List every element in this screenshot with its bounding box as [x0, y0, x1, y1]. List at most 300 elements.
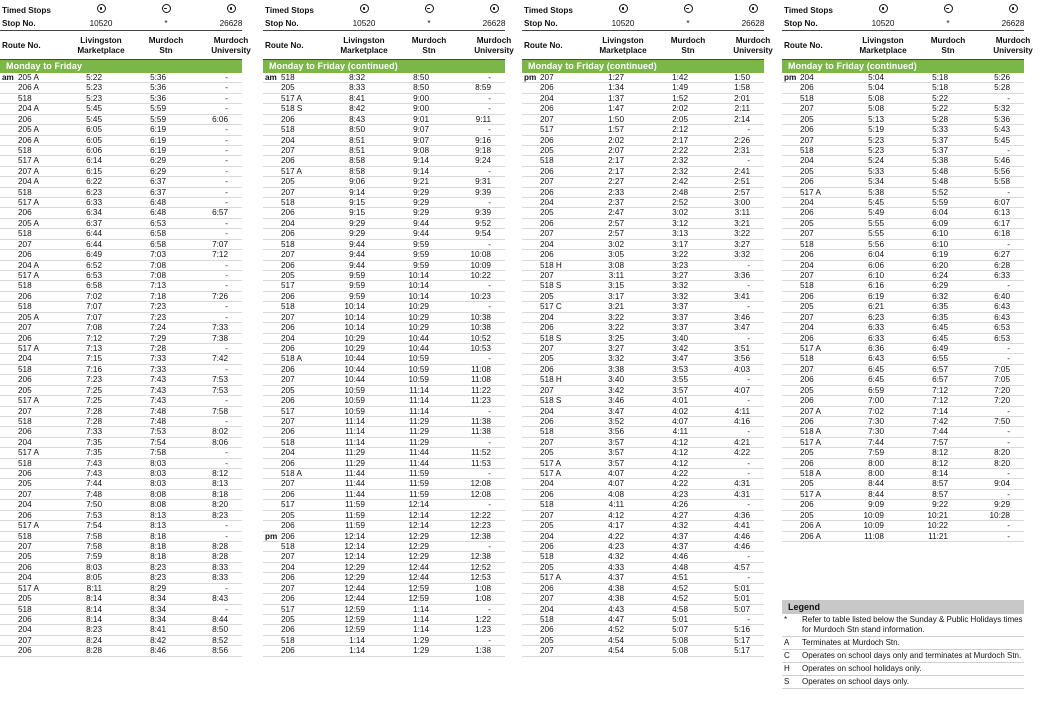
table-row	[263, 490, 505, 500]
table-row	[782, 323, 1024, 333]
table-row	[522, 302, 764, 312]
route-number: 207	[540, 271, 554, 281]
time-murdoch-stn: 8:34	[150, 594, 166, 604]
time-livingston: 8:44	[868, 479, 884, 489]
table-row	[522, 136, 764, 146]
time-murdoch-uni: 6:17	[994, 218, 1010, 228]
table-row	[522, 636, 764, 646]
time-murdoch-stn: 3:37	[672, 312, 688, 322]
time-livingston: 4:11	[608, 500, 624, 510]
time-murdoch-uni: 7:26	[212, 291, 228, 301]
time-livingston: 1:57	[608, 125, 624, 135]
time-murdoch-uni: 4:03	[734, 364, 750, 374]
route-number: 518 S	[281, 104, 303, 114]
route-number: 206	[281, 364, 295, 374]
time-murdoch-uni: 8:06	[212, 437, 228, 447]
time-murdoch-stn: 2:32	[672, 166, 688, 176]
time-murdoch-stn: 6:55	[932, 354, 948, 364]
route-number: 205	[800, 166, 814, 176]
time-murdoch-stn: 8:14	[932, 469, 948, 479]
time-murdoch-uni: 7:42	[212, 354, 228, 364]
time-murdoch-uni: 2:41	[734, 166, 750, 176]
time-murdoch-stn: 8:03	[150, 479, 166, 489]
table-row	[0, 448, 242, 458]
time-murdoch-uni: 10:22	[470, 271, 491, 281]
time-murdoch-stn: 3:40	[672, 333, 688, 343]
time-murdoch-stn: 9:01	[413, 114, 429, 124]
time-livingston: 4:37	[608, 573, 624, 583]
table-row	[782, 334, 1024, 344]
route-number: 204	[18, 354, 32, 364]
time-livingston: 7:30	[868, 427, 884, 437]
route-number: 517 A	[18, 448, 39, 458]
table-row	[263, 167, 505, 177]
time-livingston: 7:13	[86, 343, 102, 353]
table-row	[522, 490, 764, 500]
legend-key: S	[784, 677, 790, 686]
table-row	[0, 188, 242, 198]
legend-key: C	[784, 651, 790, 660]
time-murdoch-uni: 3:27	[734, 239, 750, 249]
route-number: 206	[18, 614, 32, 624]
route-number: 206	[18, 646, 32, 656]
table-row	[522, 313, 764, 323]
time-livingston: 8:03	[86, 562, 102, 572]
route-number: 207	[281, 552, 295, 562]
time-murdoch-uni: 8:20	[994, 448, 1010, 458]
timetable-panel	[782, 0, 1033, 542]
time-murdoch-uni: 4:31	[734, 479, 750, 489]
time-livingston: 6:06	[86, 145, 102, 155]
route-number: 205	[800, 302, 814, 312]
route-number: 204	[540, 93, 554, 103]
time-livingston: 5:33	[868, 166, 884, 176]
time-murdoch-stn: 1:29	[413, 646, 429, 656]
time-livingston: 8:50	[349, 125, 365, 135]
table-row	[263, 417, 505, 427]
time-murdoch-uni: -	[747, 573, 750, 583]
time-murdoch-stn: 6:24	[932, 271, 948, 281]
time-murdoch-stn: 6:04	[932, 208, 948, 218]
time-murdoch-stn: 4:51	[672, 573, 688, 583]
time-murdoch-stn: 4:32	[672, 521, 688, 531]
table-row	[522, 250, 764, 260]
time-murdoch-uni: 12:53	[470, 573, 491, 583]
time-murdoch-stn: 7:44	[932, 427, 948, 437]
time-murdoch-uni: 3:46	[734, 312, 750, 322]
time-murdoch-stn: 9:07	[413, 135, 429, 145]
period-label: am	[2, 73, 14, 82]
legend-title: Legend	[782, 600, 1024, 614]
time-murdoch-uni: -	[225, 458, 228, 468]
time-murdoch-uni: -	[225, 260, 228, 270]
time-livingston: 5:04	[868, 83, 884, 93]
time-murdoch-stn: 8:46	[150, 646, 166, 656]
time-murdoch-uni: 1:23	[475, 625, 491, 635]
table-row	[522, 625, 764, 635]
time-murdoch-uni: -	[1007, 145, 1010, 155]
time-murdoch-stn: 9:14	[413, 166, 429, 176]
table-row	[0, 459, 242, 469]
table-row	[263, 511, 505, 521]
time-murdoch-uni: 8:33	[212, 562, 228, 572]
stop-no-label: Stop No.	[2, 19, 36, 28]
table-row	[0, 167, 242, 177]
time-murdoch-uni: -	[488, 104, 491, 114]
time-murdoch-uni: 9:24	[475, 156, 491, 166]
table-row	[263, 115, 505, 125]
time-murdoch-stn: 5:08	[672, 635, 688, 645]
time-livingston: 3:08	[608, 260, 624, 270]
time-livingston: 6:22	[86, 177, 102, 187]
table-row	[263, 334, 505, 344]
time-murdoch-uni: -	[225, 177, 228, 187]
time-livingston: 10:44	[344, 354, 365, 364]
route-number: 518 S	[540, 333, 562, 343]
route-number: 518	[800, 93, 814, 103]
time-murdoch-stn: 5:48	[932, 166, 948, 176]
table-row	[522, 375, 764, 385]
time-livingston: 12:14	[344, 541, 365, 551]
stop-name: Livingston Marketplace	[859, 36, 907, 55]
stop-number: *	[946, 19, 950, 28]
route-number: 205	[281, 385, 295, 395]
time-livingston: 8:00	[868, 469, 884, 479]
table-row	[263, 500, 505, 510]
table-row	[0, 354, 242, 364]
stop-column-header	[917, 0, 979, 60]
time-murdoch-uni: 6:53	[994, 323, 1010, 333]
route-number: 206	[540, 104, 554, 114]
time-livingston: 6:44	[86, 229, 102, 239]
time-livingston: 7:25	[86, 385, 102, 395]
route-number: 517 A	[18, 396, 39, 406]
time-murdoch-stn: 5:18	[932, 83, 948, 93]
time-murdoch-stn: 12:59	[408, 583, 429, 593]
time-murdoch-stn: 8:50	[413, 73, 429, 82]
table-row	[782, 448, 1024, 458]
timetable-panel	[0, 0, 251, 657]
time-murdoch-stn: 1:42	[672, 73, 688, 82]
route-number: 205	[540, 208, 554, 218]
time-murdoch-stn: 6:09	[932, 218, 948, 228]
time-murdoch-uni: -	[1007, 437, 1010, 447]
table-row	[0, 532, 242, 542]
stop-name: Livingston Marketplace	[599, 36, 647, 55]
route-number: 205	[540, 291, 554, 301]
table-row	[0, 229, 242, 239]
time-livingston: 8:33	[349, 83, 365, 93]
time-murdoch-uni: 8:44	[212, 614, 228, 624]
time-livingston: 5:23	[868, 135, 884, 145]
time-murdoch-stn: 5:08	[672, 646, 688, 656]
table-row	[782, 365, 1024, 375]
time-murdoch-stn: 3:42	[672, 343, 688, 353]
time-murdoch-uni: -	[1007, 469, 1010, 479]
time-murdoch-uni: -	[225, 125, 228, 135]
time-murdoch-uni: 7:58	[212, 406, 228, 416]
route-number: 205	[281, 177, 295, 187]
time-livingston: 6:15	[86, 166, 102, 176]
time-murdoch-stn: 5:28	[932, 114, 948, 124]
time-murdoch-stn: 9:00	[413, 104, 429, 114]
route-number: 206	[540, 135, 554, 145]
time-murdoch-stn: 5:37	[932, 135, 948, 145]
route-number: 207	[800, 104, 814, 114]
table-row	[0, 511, 242, 521]
time-murdoch-stn: 6:58	[150, 239, 166, 249]
legend-key: H	[784, 664, 790, 673]
route-number: 206	[540, 250, 554, 260]
time-murdoch-uni: -	[747, 427, 750, 437]
table-row	[263, 156, 505, 166]
table-row	[522, 167, 764, 177]
time-murdoch-stn: 3:32	[672, 291, 688, 301]
route-number: 206	[540, 83, 554, 93]
time-livingston: 7:58	[86, 531, 102, 541]
route-number: 206	[540, 489, 554, 499]
stop-column-header	[982, 0, 1044, 60]
time-murdoch-stn: 3:57	[672, 385, 688, 395]
route-number: 204 A	[18, 260, 39, 270]
time-livingston: 6:05	[86, 135, 102, 145]
table-row	[0, 261, 242, 271]
time-murdoch-stn: 12:29	[408, 552, 429, 562]
time-murdoch-uni: 9:39	[475, 208, 491, 218]
time-murdoch-uni: 1:58	[734, 83, 750, 93]
time-livingston: 7:43	[86, 469, 102, 479]
time-murdoch-stn: 5:07	[672, 625, 688, 635]
time-murdoch-uni: 10:38	[470, 312, 491, 322]
table-row	[522, 552, 764, 562]
time-murdoch-uni: 7:07	[212, 239, 228, 249]
route-number: 517 A	[540, 458, 561, 468]
time-murdoch-uni: 11:38	[471, 427, 491, 437]
route-number: 204 A	[18, 104, 39, 114]
time-murdoch-stn: 8:13	[150, 521, 166, 531]
time-murdoch-uni: 6:43	[994, 302, 1010, 312]
time-murdoch-stn: 6:48	[150, 198, 166, 208]
time-murdoch-uni: -	[225, 145, 228, 155]
route-no-label: Route No.	[2, 41, 41, 50]
time-livingston: 7:28	[86, 416, 102, 426]
time-livingston: 4:07	[608, 469, 624, 479]
time-livingston: 10:09	[863, 521, 884, 531]
time-livingston: 4:52	[608, 625, 624, 635]
time-livingston: 7:02	[86, 291, 102, 301]
time-murdoch-uni: 2:11	[734, 104, 750, 114]
time-murdoch-stn: 9:44	[413, 218, 429, 228]
time-murdoch-stn: 6:37	[150, 187, 166, 197]
time-murdoch-uni: 6:53	[994, 333, 1010, 343]
table-row	[263, 94, 505, 104]
route-number: 205	[540, 635, 554, 645]
time-murdoch-uni: 6:07	[994, 198, 1010, 208]
table-row	[782, 219, 1024, 229]
time-livingston: 2:33	[608, 187, 624, 197]
time-murdoch-stn: 3:27	[672, 271, 688, 281]
time-murdoch-uni: 2:31	[734, 145, 750, 155]
time-livingston: 3:21	[608, 302, 624, 312]
time-murdoch-uni: 6:40	[994, 291, 1010, 301]
route-number: 206	[281, 291, 295, 301]
time-murdoch-uni: -	[488, 500, 491, 510]
time-murdoch-uni: -	[488, 302, 491, 312]
time-livingston: 7:43	[86, 458, 102, 468]
time-murdoch-uni: -	[225, 583, 228, 593]
route-number: 205	[281, 510, 295, 520]
time-livingston: 1:27	[608, 73, 624, 82]
time-murdoch-uni: 7:50	[994, 416, 1010, 426]
time-livingston: 7:07	[86, 312, 102, 322]
table-row	[0, 407, 242, 417]
time-murdoch-uni: 6:13	[994, 208, 1010, 218]
table-row	[0, 594, 242, 604]
time-murdoch-stn: 4:11	[672, 427, 688, 437]
legend-text: Operates on school days only and terminates at Murdoch Stn.	[802, 651, 1022, 660]
bus-stop-icon	[749, 4, 758, 13]
route-number: 204	[18, 573, 32, 583]
stops-header	[0, 0, 251, 60]
route-number: 204	[281, 448, 295, 458]
time-livingston: 3:17	[608, 291, 624, 301]
time-murdoch-uni: 8:13	[212, 479, 228, 489]
table-row	[0, 396, 242, 406]
time-murdoch-uni: -	[1007, 531, 1010, 541]
time-livingston: 5:23	[86, 93, 102, 103]
time-murdoch-stn: 8:34	[150, 604, 166, 614]
route-number: 206	[800, 500, 814, 510]
time-livingston: 3:22	[608, 312, 624, 322]
table-row	[0, 636, 242, 646]
time-murdoch-stn: 7:24	[150, 323, 166, 333]
time-murdoch-stn: 3:22	[672, 250, 688, 260]
time-murdoch-uni: -	[1007, 187, 1010, 197]
time-murdoch-uni: -	[488, 604, 491, 614]
time-murdoch-uni: 11:22	[471, 385, 491, 395]
time-murdoch-stn: 6:58	[150, 229, 166, 239]
time-murdoch-stn: 4:07	[672, 416, 688, 426]
table-row	[0, 542, 242, 552]
time-livingston: 7:59	[86, 552, 102, 562]
time-livingston: 6:23	[86, 187, 102, 197]
route-number: 517 A	[18, 343, 39, 353]
time-murdoch-uni: 3:00	[734, 198, 750, 208]
time-murdoch-stn: 6:48	[150, 208, 166, 218]
time-murdoch-uni: 5:36	[994, 114, 1010, 124]
legend-text: Operates on school days only.	[802, 677, 910, 686]
time-livingston: 7:59	[868, 448, 884, 458]
time-livingston: 1:14	[349, 646, 365, 656]
route-number: 207	[281, 479, 295, 489]
time-livingston: 3:38	[608, 364, 624, 374]
time-murdoch-uni: 3:51	[734, 343, 750, 353]
legend-item	[782, 663, 1024, 676]
time-murdoch-stn: 7:23	[150, 302, 166, 312]
route-number: 205	[540, 448, 554, 458]
time-murdoch-stn: 9:59	[413, 260, 429, 270]
route-number: 206	[281, 343, 295, 353]
stop-name: Murdoch University	[474, 36, 514, 55]
time-murdoch-stn: 6:19	[150, 135, 166, 145]
time-livingston: 8:51	[349, 145, 365, 155]
time-murdoch-uni: 6:06	[212, 114, 228, 124]
time-murdoch-stn: 7:53	[150, 427, 166, 437]
section-title: Monday to Friday (continued)	[782, 60, 1024, 73]
legend-item	[782, 650, 1024, 663]
route-number: 206 A	[800, 531, 821, 541]
time-murdoch-stn: 3:02	[672, 208, 688, 218]
time-livingston: 3:52	[608, 416, 624, 426]
route-number: 204	[281, 333, 295, 343]
time-livingston: 8:24	[86, 635, 102, 645]
time-murdoch-stn: 7:42	[932, 416, 948, 426]
table-row	[782, 375, 1024, 385]
time-livingston: 9:29	[349, 229, 365, 239]
table-row	[263, 229, 505, 239]
time-livingston: 4:08	[608, 489, 624, 499]
time-murdoch-uni: 11:08	[471, 364, 491, 374]
route-number: 206	[800, 291, 814, 301]
time-livingston: 3:57	[608, 458, 624, 468]
table-row	[522, 438, 764, 448]
legend-text: Operates on school holidays only.	[802, 664, 922, 673]
route-number: 207	[800, 229, 814, 239]
table-row	[263, 146, 505, 156]
table-row	[0, 625, 242, 635]
time-livingston: 6:34	[86, 208, 102, 218]
route-number: 205	[800, 385, 814, 395]
time-murdoch-stn: 12:14	[408, 510, 429, 520]
route-number: 518	[18, 145, 32, 155]
time-livingston: 4:47	[608, 614, 624, 624]
time-murdoch-stn: 5:52	[932, 187, 948, 197]
time-murdoch-uni: -	[747, 396, 750, 406]
route-number: 207	[540, 177, 554, 187]
legend-key: A	[784, 638, 790, 647]
time-murdoch-stn: 8:03	[150, 469, 166, 479]
table-row	[263, 125, 505, 135]
time-livingston: 7:30	[868, 416, 884, 426]
stop-number: 10520	[89, 19, 113, 28]
route-number: 518	[18, 416, 32, 426]
table-row	[522, 646, 764, 656]
route-number: 205	[18, 385, 32, 395]
time-murdoch-stn: 4:12	[672, 437, 688, 447]
time-livingston: 1:37	[608, 93, 624, 103]
time-murdoch-uni: -	[488, 166, 491, 176]
time-livingston: 3:56	[608, 427, 624, 437]
time-murdoch-uni: 8:18	[212, 489, 228, 499]
time-murdoch-uni: 5:26	[994, 73, 1010, 82]
time-murdoch-stn: 5:18	[932, 73, 948, 82]
route-number: 206	[18, 291, 32, 301]
time-livingston: 12:14	[344, 552, 365, 562]
time-murdoch-stn: 2:48	[672, 187, 688, 197]
time-livingston: 4:17	[608, 521, 624, 531]
table-row	[0, 302, 242, 312]
table-row	[263, 177, 505, 187]
train-station-icon	[425, 4, 434, 13]
time-livingston: 3:05	[608, 250, 624, 260]
legend	[782, 600, 1024, 689]
stop-no-label: Stop No.	[784, 19, 818, 28]
route-number: 207	[540, 73, 554, 82]
time-livingston: 3:42	[608, 385, 624, 395]
route-number: 207	[18, 323, 32, 333]
time-murdoch-uni: 10:23	[470, 291, 491, 301]
time-livingston: 11:14	[345, 437, 365, 447]
